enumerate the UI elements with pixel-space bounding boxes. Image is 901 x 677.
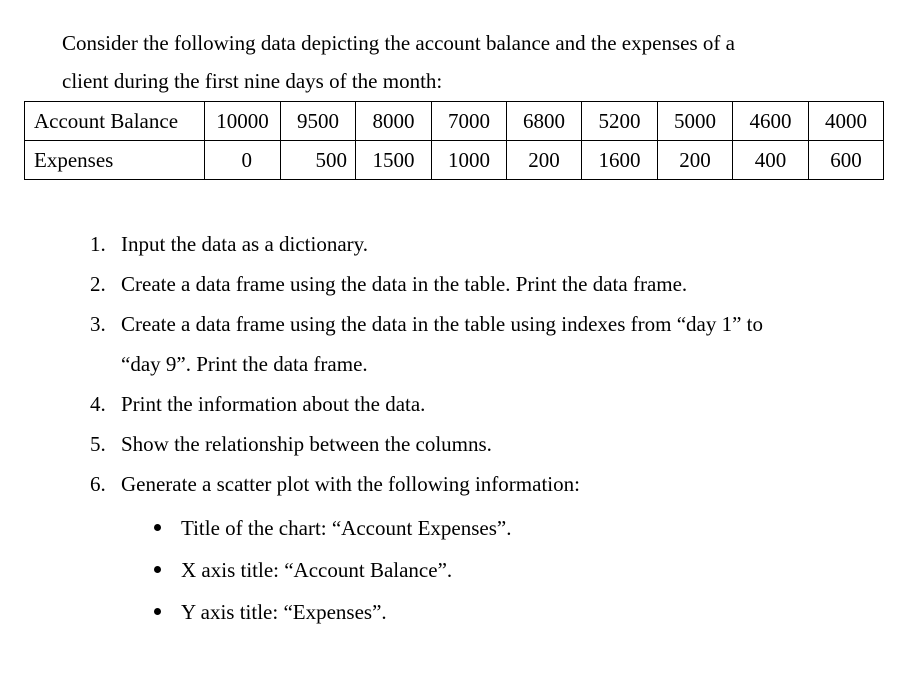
intro-line-1: Consider the following data depicting the account balance and the expenses of a [62,31,735,55]
task-list [90,224,870,504]
task-number: 2. [90,272,106,296]
task-item [90,224,870,264]
bullet-item [150,549,511,591]
table-cell: 5200 [582,102,658,141]
bullet-item [150,507,511,549]
task-item [90,304,870,384]
table-cell: 500 [281,141,356,180]
task-text: Generate a scatter plot with the following information: [121,472,580,496]
bullet-text: Title of the chart: “Account Expenses”. [181,516,512,540]
bullet-text: Y axis title: “Expenses”. [181,600,387,624]
table-cell: 200 [658,141,733,180]
task-text: Input the data as a dictionary. [121,232,369,256]
task-number: 6. [90,472,106,496]
table-cell: 8000 [356,102,432,141]
row-label: Expenses [25,141,205,180]
table-row-account-balance [25,102,884,141]
table-cell: 7000 [432,102,507,141]
chart-spec-list [150,507,511,633]
table-cell: 6800 [507,102,582,141]
table-row-expenses [25,141,884,180]
task-number: 1. [90,232,106,256]
task-text: Create a data frame using the data in the table using indexes from “day 1” to [121,312,764,336]
intro-paragraph [62,24,862,100]
bullet-icon [154,524,161,531]
bullet-item [150,591,511,633]
task-number: 4. [90,392,106,416]
task-item [90,384,870,424]
task-number: 3. [90,312,106,336]
table-cell: 200 [507,141,582,180]
table-cell: 400 [733,141,809,180]
task-text: Create a data frame using the data in the table. Print the data frame. [121,272,688,296]
intro-line-2: client during the first nine days of the month: [62,69,443,93]
task-number: 5. [90,432,106,456]
table-cell: 1600 [582,141,658,180]
table-cell: 1000 [432,141,507,180]
table-cell: 9500 [281,102,356,141]
task-item [90,264,870,304]
table-cell: 4600 [733,102,809,141]
task-text: Show the relationship between the columns. [121,432,492,456]
bullet-icon [154,608,161,615]
row-label: Account Balance [25,102,205,141]
table-cell: 5000 [658,102,733,141]
table-cell: 1500 [356,141,432,180]
table-cell: 4000 [809,102,884,141]
bullet-icon [154,566,161,573]
data-table [24,101,884,180]
task-text: Print the information about the data. [121,392,426,416]
table-cell: 0 [205,141,281,180]
table-cell: 600 [809,141,884,180]
task-item [90,424,870,464]
bullet-text: X axis title: “Account Balance”. [181,558,453,582]
table-cell: 10000 [205,102,281,141]
task-text-continued: “day 9”. Print the data frame. [121,352,368,376]
task-item [90,464,870,504]
